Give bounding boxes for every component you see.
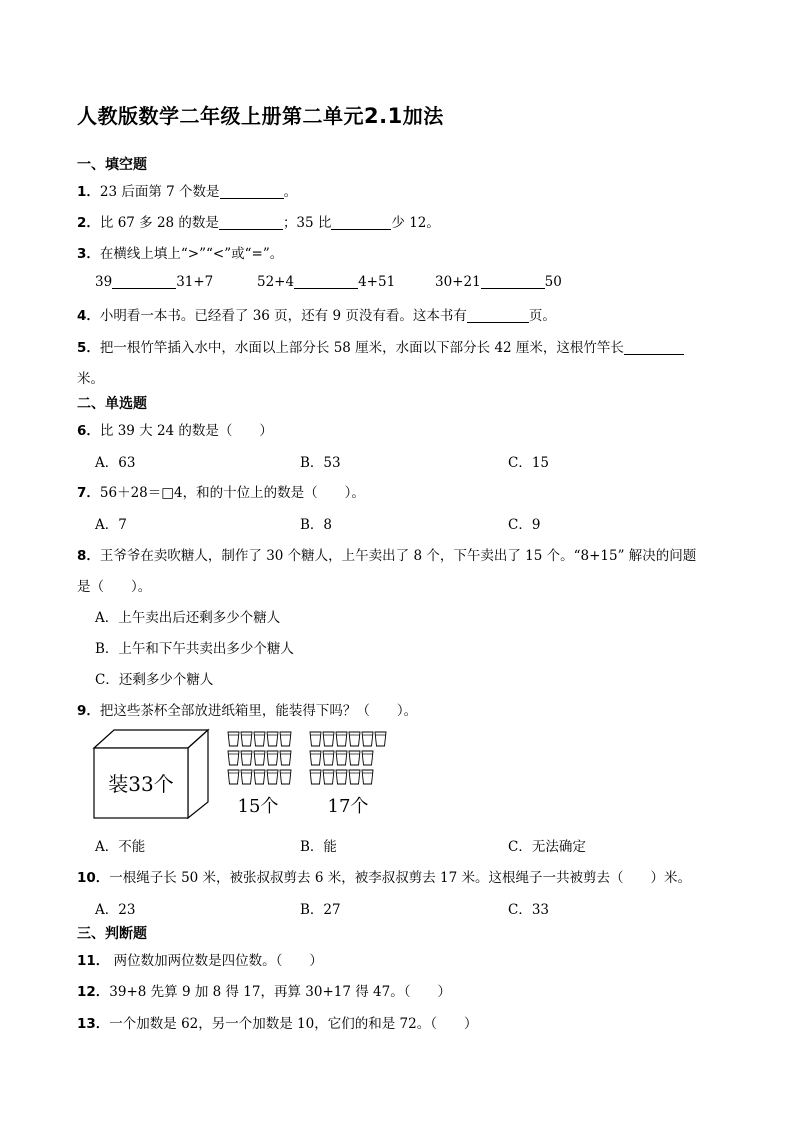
option-a[interactable]: A．23 bbox=[95, 902, 136, 918]
question-number: 2． bbox=[77, 215, 100, 231]
question-number: 10． bbox=[77, 870, 110, 886]
cup-icon bbox=[349, 751, 360, 765]
question-number: 4． bbox=[77, 308, 100, 324]
title-tail: 加法 bbox=[402, 104, 444, 128]
answer-blank[interactable] bbox=[467, 321, 529, 323]
cup-icon bbox=[228, 751, 239, 765]
option-a[interactable]: A．不能 bbox=[95, 839, 146, 855]
cup-icon bbox=[375, 732, 386, 746]
cup-icon bbox=[254, 732, 265, 746]
question-text: 王爷爷在卖吹糖人，制作了 30 个糖人，上午卖出了 8 个，下午卖出了 15 个。“8+15” 解决的问题 bbox=[99, 548, 697, 564]
section-true-false: 三、判断题 bbox=[77, 926, 147, 942]
cups-count-17: 17个 bbox=[327, 796, 369, 817]
option-c[interactable]: C．还剩多少个糖人 bbox=[95, 672, 214, 688]
option-b[interactable]: B．上午和下午共卖出多少个糖人 bbox=[95, 641, 294, 657]
cups-group-15 bbox=[228, 732, 291, 784]
cup-icon bbox=[349, 770, 360, 784]
answer-blank[interactable] bbox=[219, 228, 283, 230]
question-6 bbox=[77, 419, 273, 439]
question-10 bbox=[77, 866, 691, 886]
cup-icon bbox=[241, 751, 252, 765]
section-single-choice: 二、单选题 bbox=[77, 396, 147, 412]
cup-icon bbox=[336, 732, 347, 746]
expr-right: 50 bbox=[544, 274, 562, 290]
option-a[interactable]: A．63 bbox=[95, 455, 136, 471]
answer-blank[interactable] bbox=[481, 287, 545, 289]
question-9 bbox=[77, 699, 417, 719]
question-number: 6． bbox=[77, 423, 100, 439]
question-text: 小明看一本书。已经看了 36 页，还有 9 页没有看。这本书有 bbox=[99, 308, 467, 324]
question-text: 两位数加两位数是四位数。（ ） bbox=[109, 953, 323, 969]
question-text: ；35 比 bbox=[282, 215, 332, 231]
cup-icon bbox=[362, 751, 373, 765]
option-c[interactable]: C．无法确定 bbox=[508, 839, 586, 855]
expr-left: 39 bbox=[95, 274, 113, 290]
question-8 bbox=[77, 544, 696, 564]
cup-icon bbox=[267, 751, 278, 765]
answer-blank[interactable] bbox=[220, 197, 284, 199]
cup-icon bbox=[267, 732, 278, 746]
question-11 bbox=[77, 949, 323, 969]
question-7 bbox=[77, 481, 365, 501]
question-8-cont: 是（ ）。 bbox=[77, 579, 152, 595]
title-num: 2.1 bbox=[364, 104, 403, 128]
box-label: 装33个 bbox=[108, 772, 174, 796]
cup-icon bbox=[336, 770, 347, 784]
page-title bbox=[77, 100, 444, 129]
option-c[interactable]: C．9 bbox=[508, 517, 541, 533]
question-2 bbox=[77, 211, 440, 231]
question-text: 比 39 大 24 的数是（ ） bbox=[99, 423, 273, 439]
question-text: 23 后面第 7 个数是 bbox=[99, 184, 220, 200]
cup-icon bbox=[228, 770, 239, 784]
answer-blank[interactable] bbox=[112, 287, 176, 289]
cup-icon bbox=[228, 732, 239, 746]
cup-icon bbox=[267, 770, 278, 784]
question-text: 39+8 先算 9 加 8 得 17，再算 30+17 得 47。（ ） bbox=[109, 984, 451, 1000]
question-text: 页。 bbox=[528, 308, 556, 324]
cups-count-15: 15个 bbox=[237, 796, 279, 817]
question-number: 9． bbox=[77, 703, 100, 719]
question-13 bbox=[77, 1012, 477, 1032]
expr-right: 4+51 bbox=[358, 274, 396, 290]
question-3 bbox=[77, 242, 283, 262]
cup-icon bbox=[241, 732, 252, 746]
cup-icon bbox=[254, 770, 265, 784]
cups-box-figure bbox=[92, 728, 412, 820]
cup-icon bbox=[310, 770, 321, 784]
cups-group-17 bbox=[310, 732, 386, 784]
question-number: 8． bbox=[77, 548, 100, 564]
cup-icon bbox=[323, 751, 334, 765]
compare-item-3 bbox=[435, 274, 562, 290]
question-1 bbox=[77, 180, 297, 200]
cup-icon bbox=[349, 732, 360, 746]
cup-icon bbox=[310, 732, 321, 746]
question-number: 5． bbox=[77, 340, 100, 356]
question-number: 13． bbox=[77, 1016, 110, 1032]
cup-icon bbox=[323, 770, 334, 784]
option-a[interactable]: A．上午卖出后还剩多少个糖人 bbox=[95, 610, 281, 626]
cup-icon bbox=[323, 732, 334, 746]
question-text: 56＋28＝□4，和的十位上的数是（ ）。 bbox=[99, 485, 365, 501]
cup-icon bbox=[280, 770, 291, 784]
option-b[interactable]: B．53 bbox=[300, 455, 341, 471]
question-text: 把这些茶杯全部放进纸箱里，能装得下吗？（ ）。 bbox=[99, 703, 418, 719]
cup-icon bbox=[254, 751, 265, 765]
cup-icon bbox=[280, 732, 291, 746]
section-fill-blank: 一、填空题 bbox=[77, 157, 147, 173]
question-number: 3． bbox=[77, 246, 100, 262]
question-text: 比 67 多 28 的数是 bbox=[99, 215, 219, 231]
question-text: 在横线上填上“>”“<”或“=”。 bbox=[99, 246, 284, 262]
option-a[interactable]: A．7 bbox=[95, 517, 127, 533]
expr-left: 30+21 bbox=[435, 274, 481, 290]
compare-item-1 bbox=[95, 274, 213, 290]
cup-icon bbox=[310, 751, 321, 765]
expr-left: 52+4 bbox=[257, 274, 295, 290]
compare-item-2 bbox=[257, 274, 395, 290]
question-number: 1． bbox=[77, 184, 100, 200]
option-b[interactable]: B．27 bbox=[300, 902, 341, 918]
question-text: 少 12。 bbox=[391, 215, 440, 231]
cup-icon bbox=[241, 770, 252, 784]
option-c[interactable]: C．33 bbox=[508, 902, 550, 918]
question-12 bbox=[77, 980, 451, 1000]
question-text: 一根绳子长 50 米，被张叔叔剪去 6 米，被李叔叔剪去 17 米。这根绳子一共被剪去（ ）米。 bbox=[109, 870, 691, 886]
answer-blank[interactable] bbox=[624, 353, 684, 355]
answer-blank[interactable] bbox=[331, 228, 391, 230]
question-text: 把一根竹竿插入水中，水面以上部分长 58 厘米，水面以下部分长 42 厘米，这根竹竿长 bbox=[99, 340, 624, 356]
expr-right: 31+7 bbox=[176, 274, 214, 290]
title-main: 人教版数学二年级上册第二单元 bbox=[77, 104, 364, 128]
question-4 bbox=[77, 304, 556, 324]
answer-blank[interactable] bbox=[294, 287, 358, 289]
question-text: 。 bbox=[283, 184, 298, 200]
question-number: 11． bbox=[77, 953, 110, 969]
question-text: 一个加数是 62，另一个加数是 10，它们的和是 72。（ ） bbox=[109, 1016, 478, 1032]
question-5 bbox=[77, 336, 684, 356]
question-5-cont: 米。 bbox=[77, 371, 104, 387]
cup-icon bbox=[336, 751, 347, 765]
cup-icon bbox=[362, 770, 373, 784]
option-c[interactable]: C．15 bbox=[508, 455, 550, 471]
cup-icon bbox=[280, 751, 291, 765]
cup-icon bbox=[362, 732, 373, 746]
option-b[interactable]: B．能 bbox=[300, 839, 337, 855]
question-number: 12． bbox=[77, 984, 110, 1000]
option-b[interactable]: B．8 bbox=[300, 517, 333, 533]
question-number: 7． bbox=[77, 485, 100, 501]
